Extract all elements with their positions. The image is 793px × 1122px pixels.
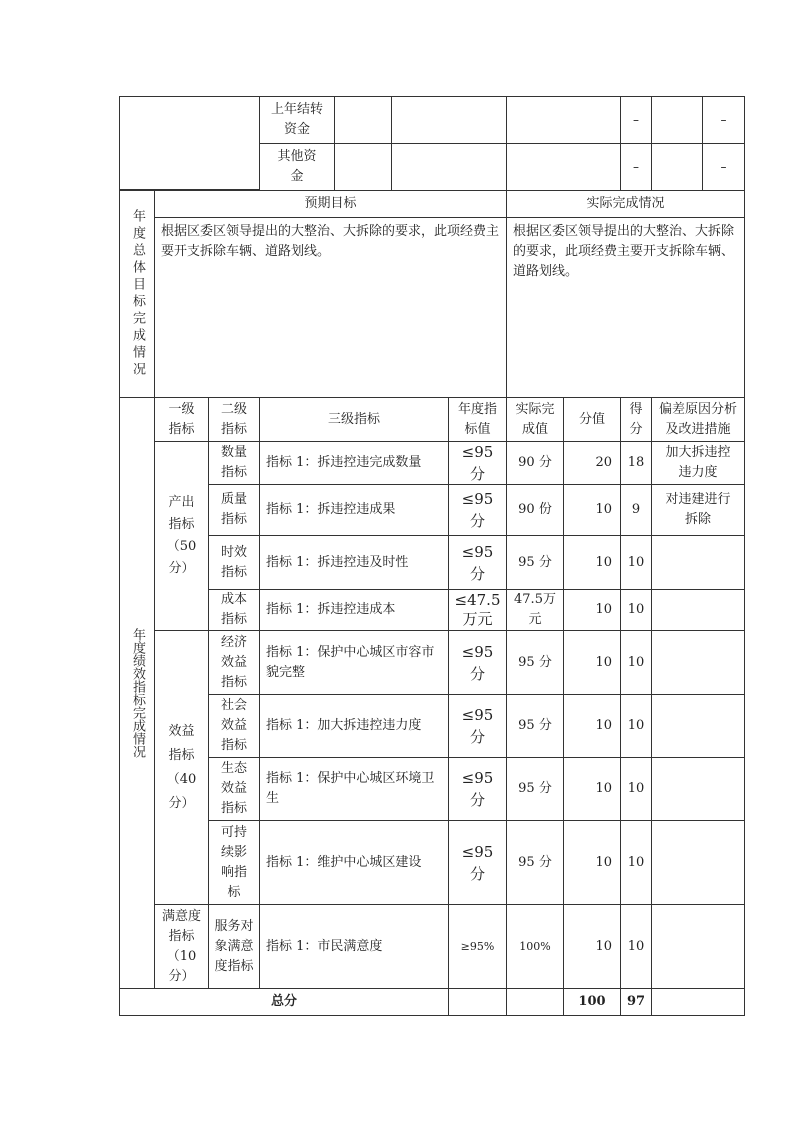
funding-label-other: 其他资金 [259,143,335,191]
row-l2: 质量指标 [208,484,260,536]
row-actual: 95 分 [506,820,564,905]
row-analysis [651,535,745,590]
total-target [448,988,507,1016]
row-l3: 指标 1：加大拆违控违力度 [259,694,449,758]
header-target: 年度指标值 [448,397,507,442]
funding-cell [651,96,703,144]
row-score: 10 [620,535,652,590]
row-l3: 指标 1：拆违控违完成数量 [259,441,449,485]
group-output: 产出指标（50分） [154,441,209,631]
row-score: 18 [620,441,652,485]
row-target: ≤95分 [448,820,507,905]
funding-cell [506,143,621,191]
row-analysis [651,694,745,758]
row-weight: 10 [563,535,621,590]
row-weight: 10 [563,589,621,631]
row-actual: 90 分 [506,441,564,485]
row-l2: 生态效益指标 [208,757,260,821]
total-analysis [651,988,745,1016]
total-actual [506,988,564,1016]
row-l2: 成本指标 [208,589,260,631]
row-l2: 社会效益指标 [208,694,260,758]
row-score: 10 [620,694,652,758]
header-level3: 三级指标 [259,397,449,442]
row-weight: 20 [563,441,621,485]
row-actual: 95 分 [506,630,564,695]
row-weight: 10 [563,904,621,989]
funding-dash: – [620,143,652,191]
perf-side-label: 年度绩效指标完成情况 [119,397,155,989]
top-blank-cell [119,96,260,190]
row-l3: 指标 1：拆违控违成本 [259,589,449,631]
funding-cell [334,96,392,144]
row-score: 10 [620,757,652,821]
row-target: ≤95分 [448,484,507,536]
row-l2: 时效指标 [208,535,260,590]
row-weight: 10 [563,757,621,821]
row-actual: 90 份 [506,484,564,536]
row-score: 10 [620,904,652,989]
row-score: 10 [620,630,652,695]
row-l2: 经济效益指标 [208,630,260,695]
row-l3: 指标 1：保护中心城区环境卫生 [259,757,449,821]
row-l2: 可持续影响指标 [208,820,260,905]
annual-goal-side-label: 年度总体目标完成情况 [119,190,155,398]
row-target: ≤47.5万元 [448,589,507,631]
row-weight: 10 [563,694,621,758]
row-actual: 95 分 [506,694,564,758]
expected-goal-header: 预期目标 [154,190,507,218]
header-level1: 一级指标 [154,397,209,442]
row-analysis [651,904,745,989]
row-analysis [651,589,745,631]
row-weight: 10 [563,820,621,905]
row-actual: 47.5万元 [506,589,564,631]
funding-cell [651,143,703,191]
row-target: ≤95分 [448,441,507,485]
row-analysis: 对违建进行拆除 [651,484,745,536]
row-actual: 100% [506,904,564,989]
row-score: 10 [620,589,652,631]
header-weight: 分值 [563,397,621,442]
row-actual: 95 分 [506,757,564,821]
row-target: ≤95分 [448,535,507,590]
actual-completion-text: 根据区委区领导提出的大整治、大拆除的要求，此项经费主要开支拆除车辆、道路划线。 [506,217,745,398]
total-label: 总分 [119,988,449,1016]
header-score: 得分 [620,397,652,442]
funding-cell [506,96,621,144]
row-actual: 95 分 [506,535,564,590]
row-score: 10 [620,820,652,905]
row-target: ≥95% [448,904,507,989]
row-target: ≤95分 [448,757,507,821]
header-analysis: 偏差原因分析及改进措施 [651,397,745,442]
row-score: 9 [620,484,652,536]
row-target: ≤95分 [448,630,507,695]
group-benefit: 效益指标（40分） [154,630,209,905]
row-l3: 指标 1：维护中心城区建设 [259,820,449,905]
row-analysis: 加大拆违控违力度 [651,441,745,485]
funding-dash: – [620,96,652,144]
row-target: ≤95分 [448,694,507,758]
funding-cell [334,143,392,191]
funding-dash: – [702,143,745,191]
row-l3: 指标 1：拆违控违及时性 [259,535,449,590]
group-satisfaction: 满意度指标（10分） [154,904,209,989]
row-l2: 数量指标 [208,441,260,485]
funding-dash: – [702,96,745,144]
row-l3: 指标 1：拆违控违成果 [259,484,449,536]
header-level2: 二级指标 [208,397,260,442]
row-analysis [651,757,745,821]
total-weight: 100 [563,988,621,1016]
row-l3: 指标 1：保护中心城区市容市貌完整 [259,630,449,695]
header-actual: 实际完成值 [506,397,564,442]
row-weight: 10 [563,630,621,695]
funding-label-prior-year: 上年结转资金 [259,96,335,144]
expected-goal-text: 根据区委区领导提出的大整治、大拆除的要求，此项经费主要开支拆除车辆、道路划线。 [154,217,507,398]
row-weight: 10 [563,484,621,536]
funding-cell [391,96,507,144]
row-l2: 服务对象满意度指标 [208,904,260,989]
funding-cell [391,143,507,191]
row-analysis [651,630,745,695]
total-score: 97 [620,988,652,1016]
actual-completion-header: 实际完成情况 [506,190,745,218]
row-l3: 指标 1：市民满意度 [259,904,449,989]
row-analysis [651,820,745,905]
